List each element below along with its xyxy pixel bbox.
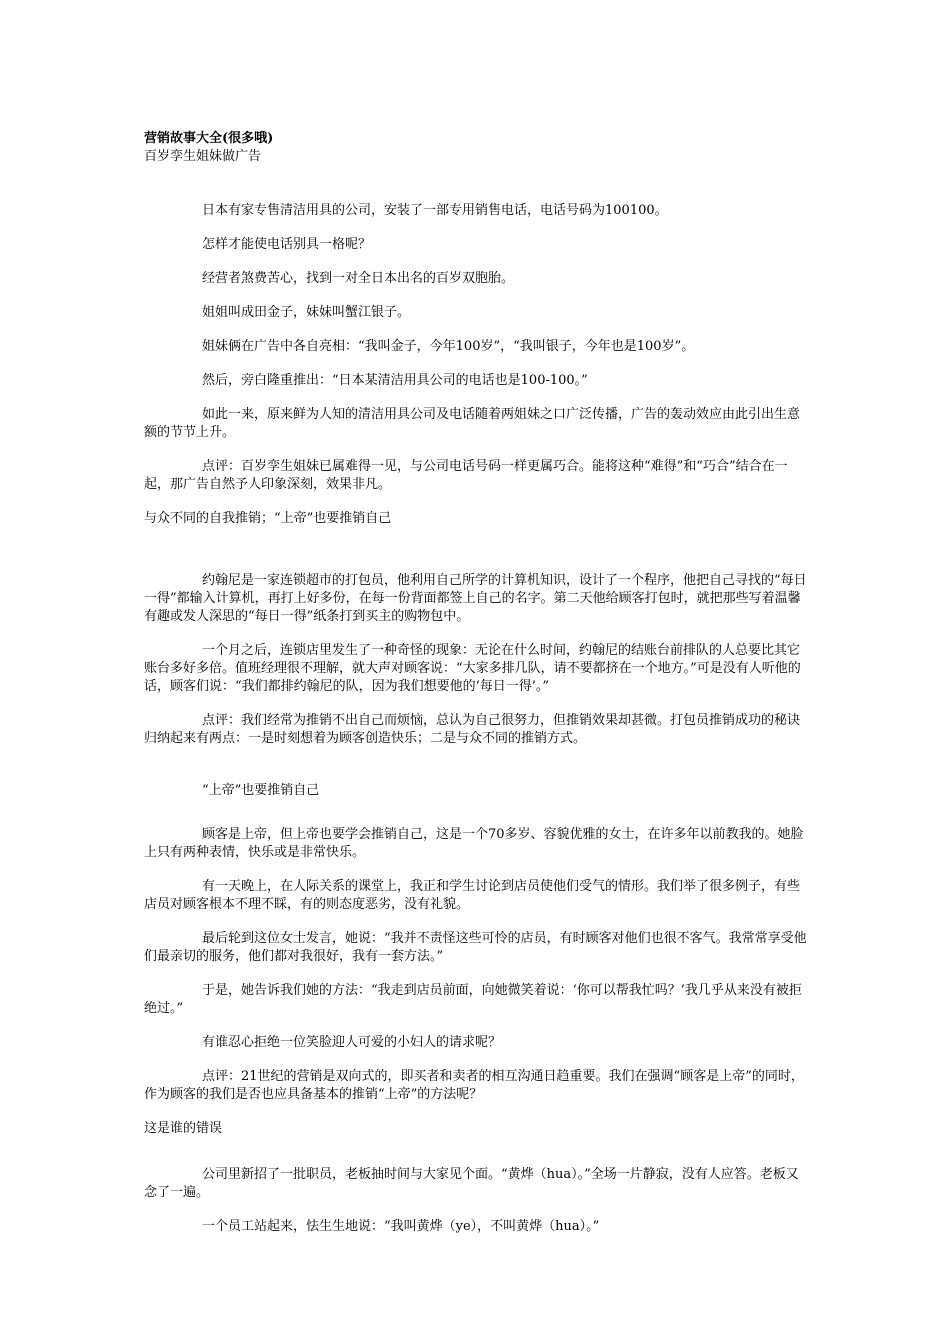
story3-heading: “上帝”也要推销自己 bbox=[202, 783, 320, 798]
story1-paragraph: 经营者煞费苦心，找到一对全日本出名的百岁双胞胎。 bbox=[202, 271, 515, 286]
story1-paragraph: 日本有家专售清洁用具的公司，安装了一部专用销售电话，电话号码为100100。 bbox=[202, 203, 668, 218]
story2-commentary: 点评：我们经常为推销不出自己而烦恼，总认为自己很努力，但推销效果却甚微。打包员推销成功的秘诀归纳起来有两点：一是时刻想着为顾客创造快乐；二是与众不同的推销方式。 bbox=[144, 713, 801, 746]
story4-paragraph: 公司里新招了一批职员，老板抽时间与大家见个面。“黄烨（hua）。”全场一片静寂，没有人应答。老板又念了一遍。 bbox=[144, 1167, 799, 1200]
document-title: 营销故事大全(很多哦) bbox=[144, 131, 274, 146]
story4-paragraph: 一个员工站起来，怯生生地说：“我叫黄烨（ye），不叫黄烨（hua）。” bbox=[202, 1219, 600, 1234]
story3-paragraph: 最后轮到这位女士发言，她说：“我并不责怪这些可怜的店员，有时顾客对他们也很不客气。我常常享受他们最亲切的服务，他们都对我很好，我有一套方法。” bbox=[144, 931, 807, 964]
story3-paragraph: 有谁忍心拒绝一位笑脸迎人可爱的小妇人的请求呢？ bbox=[202, 1035, 502, 1050]
story1-paragraph: 然后，旁白隆重推出：“日本某清洁用具公司的电话也是100-100。” bbox=[202, 373, 588, 388]
document-page bbox=[144, 130, 808, 1236]
story3-paragraph: 于是，她告诉我们她的方法：“我走到店员前面，向她微笑着说：‘你可以帮我忙吗？’我几乎从来没有被拒绝过。” bbox=[144, 983, 802, 1016]
story4-heading: 这是谁的错误 bbox=[144, 1121, 223, 1136]
story1-commentary: 点评：百岁孪生姐妹已属难得一见，与公司电话号码一样更属巧合。能将这种“难得”和“巧合”结合在一起，那广告自然予人印象深刻，效果非凡。 bbox=[144, 459, 788, 492]
story2-paragraph: 一个月之后，连锁店里发生了一种奇怪的现象：无论在什么时间，约翰尼的结账台前排队的人总要比其它账台多好多倍。值班经理很不理解，就大声对顾客说：“大家多排几队，请不要都挤在一个地方。”可是没有人听他的话，顾客们说：“我们都排约翰尼的队，因为我们想要他的‘每日一得’。” bbox=[144, 643, 801, 694]
story3-paragraph: 有一天晚上，在人际关系的课堂上，我正和学生讨论到店员使他们受气的情形。我们举了很多例子，有些店员对顾客根本不理不睬，有的则态度恶劣，没有礼貌。 bbox=[144, 879, 801, 912]
story3-commentary: 点评：21世纪的营销是双向式的，即买者和卖者的相互沟通日趋重要。我们在强调“顾客是上帝”的同时，作为顾客的我们是否也应具备基本的推销“上帝”的方法呢？ bbox=[144, 1069, 804, 1102]
story1-paragraph: 姐姐叫成田金子，妹妹叫蟹江银子。 bbox=[202, 305, 411, 320]
story1-paragraph: 姐妹俩在广告中各自亮相：“我叫金子，今年100岁”，“我叫银子，今年也是100岁”。 bbox=[202, 339, 695, 354]
story1-paragraph: 如此一来，原来鲜为人知的清洁用具公司及电话随着两姐妹之口广泛传播，广告的轰动效应由此引出生意额的节节上升。 bbox=[144, 407, 801, 440]
story2-paragraph: 约翰尼是一家连锁超市的打包员，他利用自己所学的计算机知识，设计了一个程序，他把自己寻找的“每日一得”都输入计算机，再打上好多份，在每一份背面都签上自己的名字。第二天他给顾客打包时，就把那些写着温馨有趣或发人深思的“每日一得”纸条打到买主的购物包中。 bbox=[144, 573, 807, 624]
story1-paragraph: 怎样才能使电话别具一格呢？ bbox=[202, 237, 372, 252]
story1-heading: 百岁孪生姐妹做广告 bbox=[144, 149, 262, 164]
story3-paragraph: 顾客是上帝，但上帝也要学会推销自己，这是一个70多岁、容貌优雅的女士，在许多年以前教我的。她脸上只有两种表情，快乐或是非常快乐。 bbox=[144, 827, 804, 860]
story2-heading: 与众不同的自我推销；“上帝”也要推销自己 bbox=[144, 511, 392, 526]
